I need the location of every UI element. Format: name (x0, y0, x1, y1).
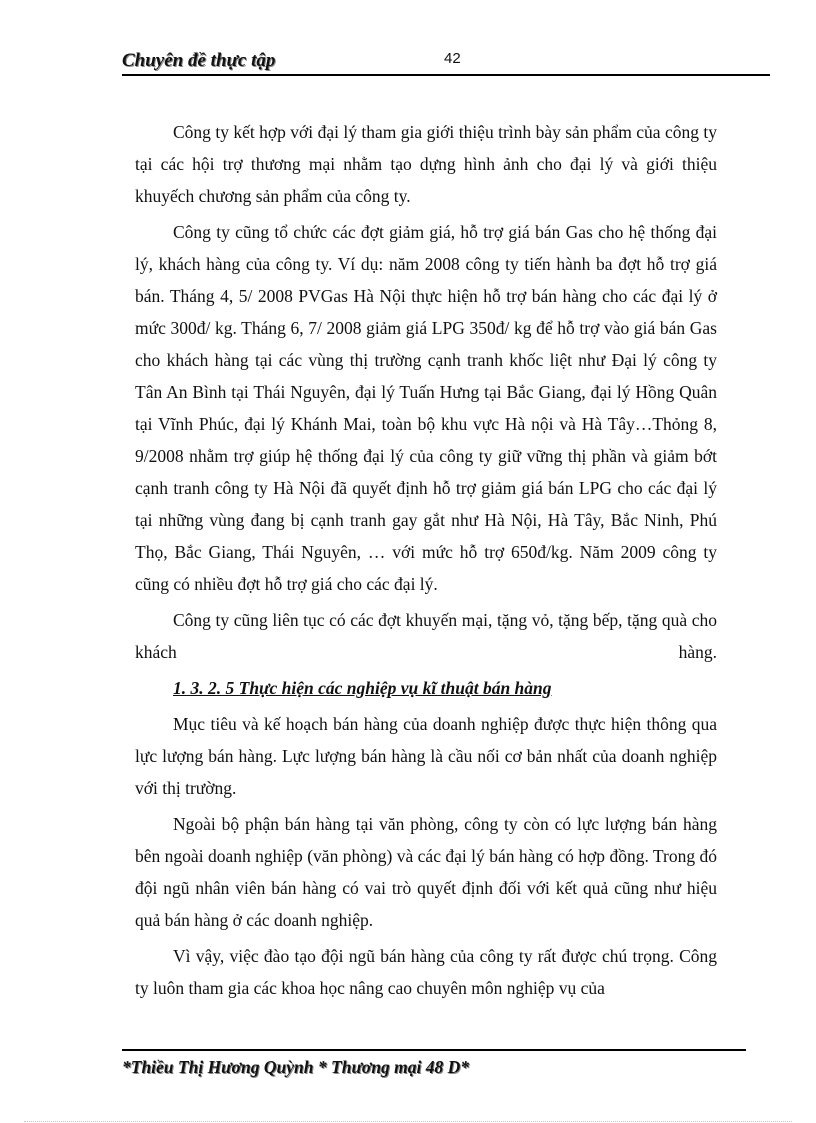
page-header (122, 44, 770, 76)
paragraph: Công ty cũng tổ chức các đợt giảm giá, hỗ trợ giá bán Gas cho hệ thống đại lý, khách hàng của công ty. Ví dụ: năm 2008 công ty tiến hành ba đợt hỗ trợ giá bán. Tháng 4, 5/ 2008 PVGas Hà Nội thực hiện hỗ trợ bán hàng cho các đại lý ở mức 300đ/ kg. Tháng 6, 7/ 2008 giảm giá LPG 350đ/ kg để hỗ trợ vào giá bán Gas cho khách hàng tại các vùng thị trường cạnh tranh khốc liệt như Đại lý công ty Tân An Bình tại Thái Nguyên, đại lý Tuấn Hưng tại Bắc Giang, đại lý Hồng Quân tại Vĩnh Phúc, đại lý Khánh Mai, toàn bộ khu vực Hà nội và Hà Tây…Thỏng 8, 9/2008 nhằm trợ giúp hệ thống đại lý của công ty giữ vững thị phần và giảm bớt cạnh tranh công ty Hà Nội đã quyết định hỗ trợ giảm giá bán LPG cho các đại lý tại những vùng đang bị cạnh tranh gay gắt như Hà Nội, Hà Tây, Bắc Ninh, Phú Thọ, Bắc Giang, Thái Nguyên, … với mức hỗ trợ 650đ/kg. Năm 2009 công ty cũng có nhiều đợt hỗ trợ giá cho các đại lý. (135, 222, 717, 594)
paragraph: Vì vậy, việc đào tạo đội ngũ bán hàng của công ty rất được chú trọng. Công ty luôn tham gia các khoa học nâng cao chuyên môn nghiệp vụ của (135, 946, 717, 998)
paragraph: Công ty kết hợp với đại lý tham gia giới thiệu trình bày sản phẩm của công ty tại các hội trợ thương mại nhằm tạo dựng hình ảnh cho đại lý và giới thiệu khuyếch chương sản phẩm của công ty. (135, 122, 717, 206)
document-body (135, 116, 717, 1008)
section-heading: 1. 3. 2. 5 Thực hiện các nghiệp vụ kĩ thuật bán hàng (173, 678, 552, 698)
paragraph: Mục tiêu và kế hoạch bán hàng của doanh nghiệp được thực hiện thông qua lực lượng bán hàng. Lực lượng bán hàng là cầu nối cơ bản nhất của doanh nghiệp với thị trường. (135, 714, 717, 798)
page-number: 42 (444, 50, 461, 67)
page-footer (122, 1049, 746, 1078)
header-title: Chuyên đề thực tập (122, 50, 276, 71)
paragraph: Công ty cũng liên tục có các đợt khuyến mại, tặng vỏ, tặng bếp, tặng quà cho khách hàng. (135, 610, 717, 662)
paragraph: Ngoài bộ phận bán hàng tại văn phòng, công ty còn có lực lượng bán hàng bên ngoài doanh nghiệp (văn phòng) và các đại lý bán hàng có hợp đồng. Trong đó đội ngũ nhân viên bán hàng có vai trò quyết định đối với kết quả cũng như hiệu quả bán hàng ở các doanh nghiệp. (135, 814, 717, 930)
footer-text: *Thiều Thị Hương Quỳnh * Thương mại 48 D* (122, 1057, 470, 1077)
page-edge-divider (24, 1121, 792, 1122)
